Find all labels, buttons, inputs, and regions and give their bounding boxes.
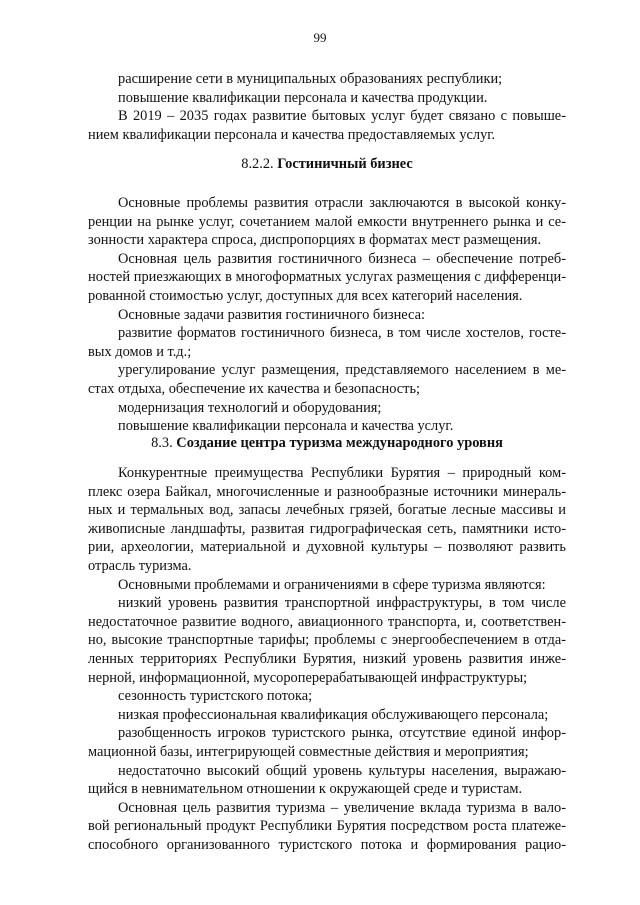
text-line: развитие форматов гостиничного бизнеса, в том числе хостелов, госте-: [118, 325, 566, 342]
text-line: ных и термальных вод, запасы лечебных грязей, богатые лесные массивы и: [88, 502, 566, 519]
text-line: разобщенность игроков туристского рынка, отсутствие единой инфор-: [118, 725, 566, 742]
text-line: вой региональный продукт Республики Бурятия посредством роста платеже-: [88, 818, 566, 835]
text-line: рованной стоимостью услуг, доступных для всех категорий населения.: [88, 287, 523, 304]
text-line: недостаточное развитие водного, авиационного транспорта, и, соответствен-: [88, 613, 566, 630]
text-line: мационной базы, интегрирующей совместные действия и мероприятия;: [88, 743, 529, 760]
text-line: отрасль туризма.: [88, 557, 192, 574]
text-line: ренции на рынке услуг, сочетанием малой емкости внутреннего рынка и се-: [88, 213, 566, 230]
text-line: но, высокие транспортные тарифы; проблемы с энергообеспечением в отда-: [88, 632, 566, 649]
text-line: нерной, информационной, мусороперерабатывающей инфраструктуры;: [88, 669, 528, 686]
text-line: В 2019 – 2035 годах развитие бытовых услуг будет связано с повыше-: [118, 108, 566, 125]
text-line: сезонность туристского потока;: [118, 688, 313, 705]
text-line: Основная цель развития гостиничного бизнеса – обеспечение потреб-: [118, 250, 566, 267]
text-line: модернизация технологий и оборудования;: [118, 399, 382, 416]
text-line: расширение сети в муниципальных образованиях республики;: [118, 71, 503, 87]
section-body-83: [88, 464, 566, 854]
section-heading-822: [88, 155, 566, 174]
text-line: рии, археологии, материальной и духовной культуры – позволяют развить: [88, 539, 566, 556]
text-line: ностей приезжающих в многоформатных услугах размещения с дифференци-: [88, 269, 566, 286]
section-number: 8.2.2.: [241, 156, 274, 172]
text-line: Конкурентные преимущества Республики Бурятия – природный ком-: [118, 465, 566, 481]
text-line: вых домов и т.д.;: [88, 343, 192, 360]
text-line: Основные проблемы развития отрасли заключаются в высокой конку-: [118, 195, 566, 211]
text-line: стах отдыха, обеспечение их качества и безопасность;: [88, 380, 421, 397]
section-title: Создание центра туризма международного уровня: [176, 435, 503, 451]
text-line: Основными проблемами и ограничениями в сфере туризма являются:: [118, 576, 546, 593]
section-heading-83: [88, 434, 566, 453]
text-line: повышение квалификации персонала и качества услуг.: [118, 418, 454, 435]
text-line: зонности характера спроса, диспропорциях в форматах мест размещения.: [88, 232, 542, 249]
text-line: недостаточно высокий общий уровень культуры населения, выражаю-: [118, 762, 566, 779]
section-number: 8.3.: [151, 435, 173, 451]
text-line: Основные задачи развития гостиничного бизнеса:: [118, 306, 425, 323]
intro-block: [88, 70, 566, 144]
page-number: 99: [313, 30, 327, 45]
text-line: низкая профессиональная квалификация обслуживающего персонала;: [118, 706, 549, 723]
text-line: повышение квалификации персонала и качества продукции.: [118, 89, 488, 106]
text-line: ленных территориях Республики Бурятия, низкий уровень развития инже-: [88, 650, 566, 667]
text-line: низкий уровень развития транспортной инфраструктуры, в том числе: [118, 595, 566, 612]
section-body-822: [88, 194, 566, 436]
text-line: щийся в невнимательном отношении к окружающей среде и туристам.: [88, 781, 523, 798]
text-line: живописные ландшафты, развитая гидрографическая сеть, памятники исто-: [88, 520, 566, 537]
text-line: Основная цель развития туризма – увеличение вклада туризма в вало-: [118, 799, 566, 816]
text-line: урегулирование услуг размещения, представляемого населением в ме-: [118, 362, 566, 379]
section-title: Гостиничный бизнес: [277, 156, 413, 172]
text-line: плекс озера Байкал, многочисленные и разнообразные источники минераль-: [88, 483, 566, 500]
text-line: способного организованного туристского потока и формирования рацио-: [88, 836, 566, 853]
text-line: нием квалификации персонала и качества предоставляемых услуг.: [88, 126, 496, 143]
